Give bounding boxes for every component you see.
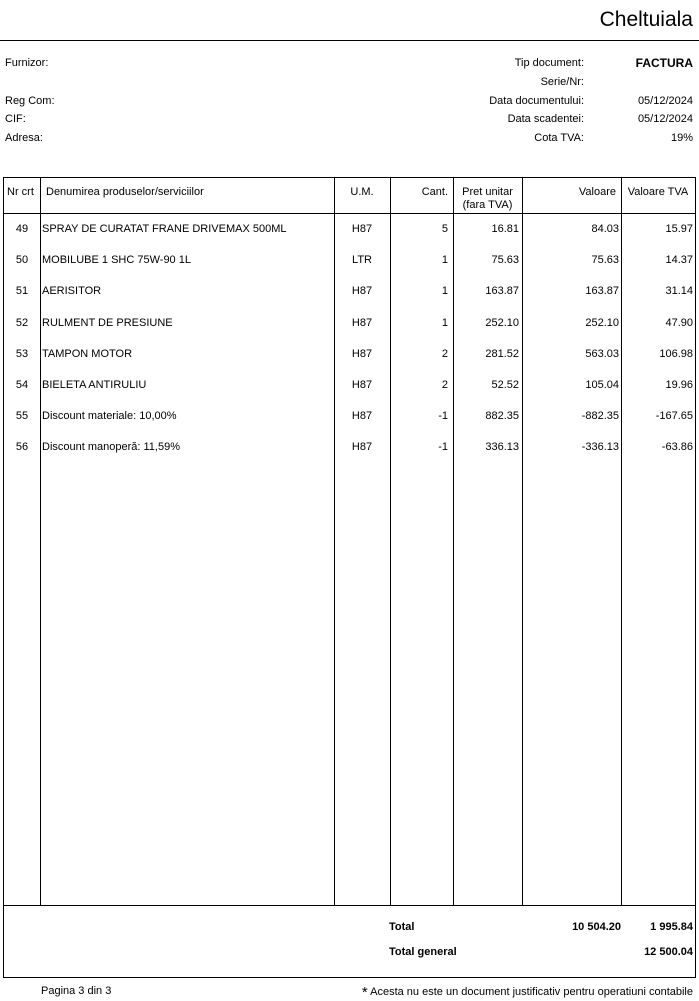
totals-divider xyxy=(4,905,695,906)
document-title: Cheltuiala xyxy=(599,8,693,31)
cell-nr: 51 xyxy=(15,285,29,298)
col-vat-header: Valoare TVA xyxy=(627,186,689,198)
disclaimer-asterisk: * xyxy=(361,984,368,1001)
table-row xyxy=(4,317,695,348)
cell-um: H87 xyxy=(351,316,373,329)
table-row xyxy=(4,254,695,285)
due-date-label: Data scadentei: xyxy=(507,113,584,125)
cell-vat: 19.96 xyxy=(665,379,693,391)
supplier-label: Furnizor: xyxy=(5,57,49,69)
table-row xyxy=(4,379,695,410)
cell-um: H87 xyxy=(351,347,373,360)
cell-name: Discount manoperă: 11,59% xyxy=(42,441,180,454)
cell-price: 882.35 xyxy=(485,410,519,423)
cell-price: 16.81 xyxy=(491,223,519,235)
table-row xyxy=(4,441,695,472)
cell-qty: 2 xyxy=(441,347,448,360)
cell-um: LTR xyxy=(352,254,372,267)
cell-vat: 14.37 xyxy=(665,254,693,267)
cell-nr: 55 xyxy=(15,410,29,423)
cell-qty: 1 xyxy=(441,285,448,298)
cell-nr: 50 xyxy=(15,254,29,267)
cell-name: MOBILUBE 1 SHC 75W-90 1L xyxy=(42,254,191,267)
cell-value: -336.13 xyxy=(581,441,619,454)
vat-rate-value: 19% xyxy=(670,132,693,144)
total-value: 10 504.20 xyxy=(572,921,621,933)
cell-price: 52.52 xyxy=(491,379,519,391)
cell-vat: 106.98 xyxy=(659,347,693,360)
page-number: Pagina 3 din 3 xyxy=(41,985,112,997)
cell-um: H87 xyxy=(351,410,373,423)
general-total-label: Total general xyxy=(389,946,457,958)
header-row-divider xyxy=(4,213,695,214)
cell-value: 563.03 xyxy=(585,347,619,360)
col-value-header: Valoare xyxy=(578,186,616,198)
cell-vat: 15.97 xyxy=(665,223,693,235)
cell-price: 281.52 xyxy=(485,347,519,360)
cell-name: AERISITOR xyxy=(42,285,102,298)
cell-nr: 53 xyxy=(15,347,29,360)
cell-qty: 1 xyxy=(441,254,448,267)
due-date-value: 05/12/2024 xyxy=(637,113,693,125)
cell-nr: 52 xyxy=(15,316,29,329)
cell-name: BIELETA ANTIRULIU xyxy=(42,379,147,391)
cell-nr: 54 xyxy=(15,379,29,391)
cell-qty: -1 xyxy=(438,441,448,454)
total-vat: 1 995.84 xyxy=(650,921,693,933)
cell-vat: 47.90 xyxy=(665,316,693,329)
col-name-header: Denumirea produselor/serviciilor xyxy=(46,186,204,198)
cell-name: RULMENT DE PRESIUNE xyxy=(42,316,173,329)
cell-price: 336.13 xyxy=(485,441,519,454)
cell-name: SPRAY DE CURATAT FRANE DRIVEMAX 500ML xyxy=(42,223,287,235)
address-label: Adresa: xyxy=(5,132,43,144)
cell-value: 75.63 xyxy=(591,254,619,267)
total-label: Total xyxy=(389,921,415,933)
cell-value: 163.87 xyxy=(585,285,619,298)
cell-um: H87 xyxy=(351,223,373,235)
col-nr-header: Nr crt xyxy=(7,186,34,198)
doc-type-value: FACTURA xyxy=(635,56,693,70)
col-price-header xyxy=(453,186,522,212)
cell-qty: 2 xyxy=(441,379,448,391)
series-label: Serie/Nr: xyxy=(540,76,584,88)
cif-label: CIF: xyxy=(5,113,26,125)
vat-rate-label: Cota TVA: xyxy=(534,132,584,144)
disclaimer xyxy=(362,984,693,1001)
table-row xyxy=(4,410,695,441)
cell-value: 84.03 xyxy=(591,223,619,235)
cell-value: 252.10 xyxy=(585,316,619,329)
disclaimer-text: Acesta nu este un document justificativ pentru operatiuni contabile xyxy=(370,986,693,998)
cell-qty: 1 xyxy=(441,316,448,329)
cell-um: H87 xyxy=(351,285,373,298)
cell-price: 163.87 xyxy=(485,285,519,298)
col-um-header: U.M. xyxy=(350,186,374,198)
items-table xyxy=(3,177,696,978)
cell-name: TAMPON MOTOR xyxy=(42,347,133,360)
table-row xyxy=(4,223,695,254)
cell-nr: 56 xyxy=(15,441,29,454)
table-row xyxy=(4,285,695,316)
cell-qty: -1 xyxy=(438,410,448,423)
table-row xyxy=(4,348,695,379)
reg-com-label: Reg Com: xyxy=(5,95,55,107)
cell-um: H87 xyxy=(351,441,373,454)
general-total-value: 12 500.04 xyxy=(644,946,693,958)
col-price-header-line1: Pret unitar xyxy=(462,186,513,198)
doc-type-label: Tip document: xyxy=(514,57,584,69)
col-price-header-line2: (fara TVA) xyxy=(462,199,513,211)
cell-price: 75.63 xyxy=(491,254,519,267)
doc-date-label: Data documentului: xyxy=(489,95,584,107)
doc-date-value: 05/12/2024 xyxy=(637,95,693,107)
cell-nr: 49 xyxy=(15,223,29,235)
cell-vat: -167.65 xyxy=(655,410,693,423)
header-rule xyxy=(0,40,699,41)
cell-price: 252.10 xyxy=(485,316,519,329)
cell-vat: -63.86 xyxy=(661,441,693,454)
cell-um: H87 xyxy=(351,379,373,391)
col-qty-header: Cant. xyxy=(421,186,448,198)
cell-qty: 5 xyxy=(441,223,448,235)
cell-value: -882.35 xyxy=(581,410,619,423)
cell-vat: 31.14 xyxy=(665,285,693,298)
cell-value: 105.04 xyxy=(585,379,619,391)
cell-name: Discount materiale: 10,00% xyxy=(42,410,177,423)
